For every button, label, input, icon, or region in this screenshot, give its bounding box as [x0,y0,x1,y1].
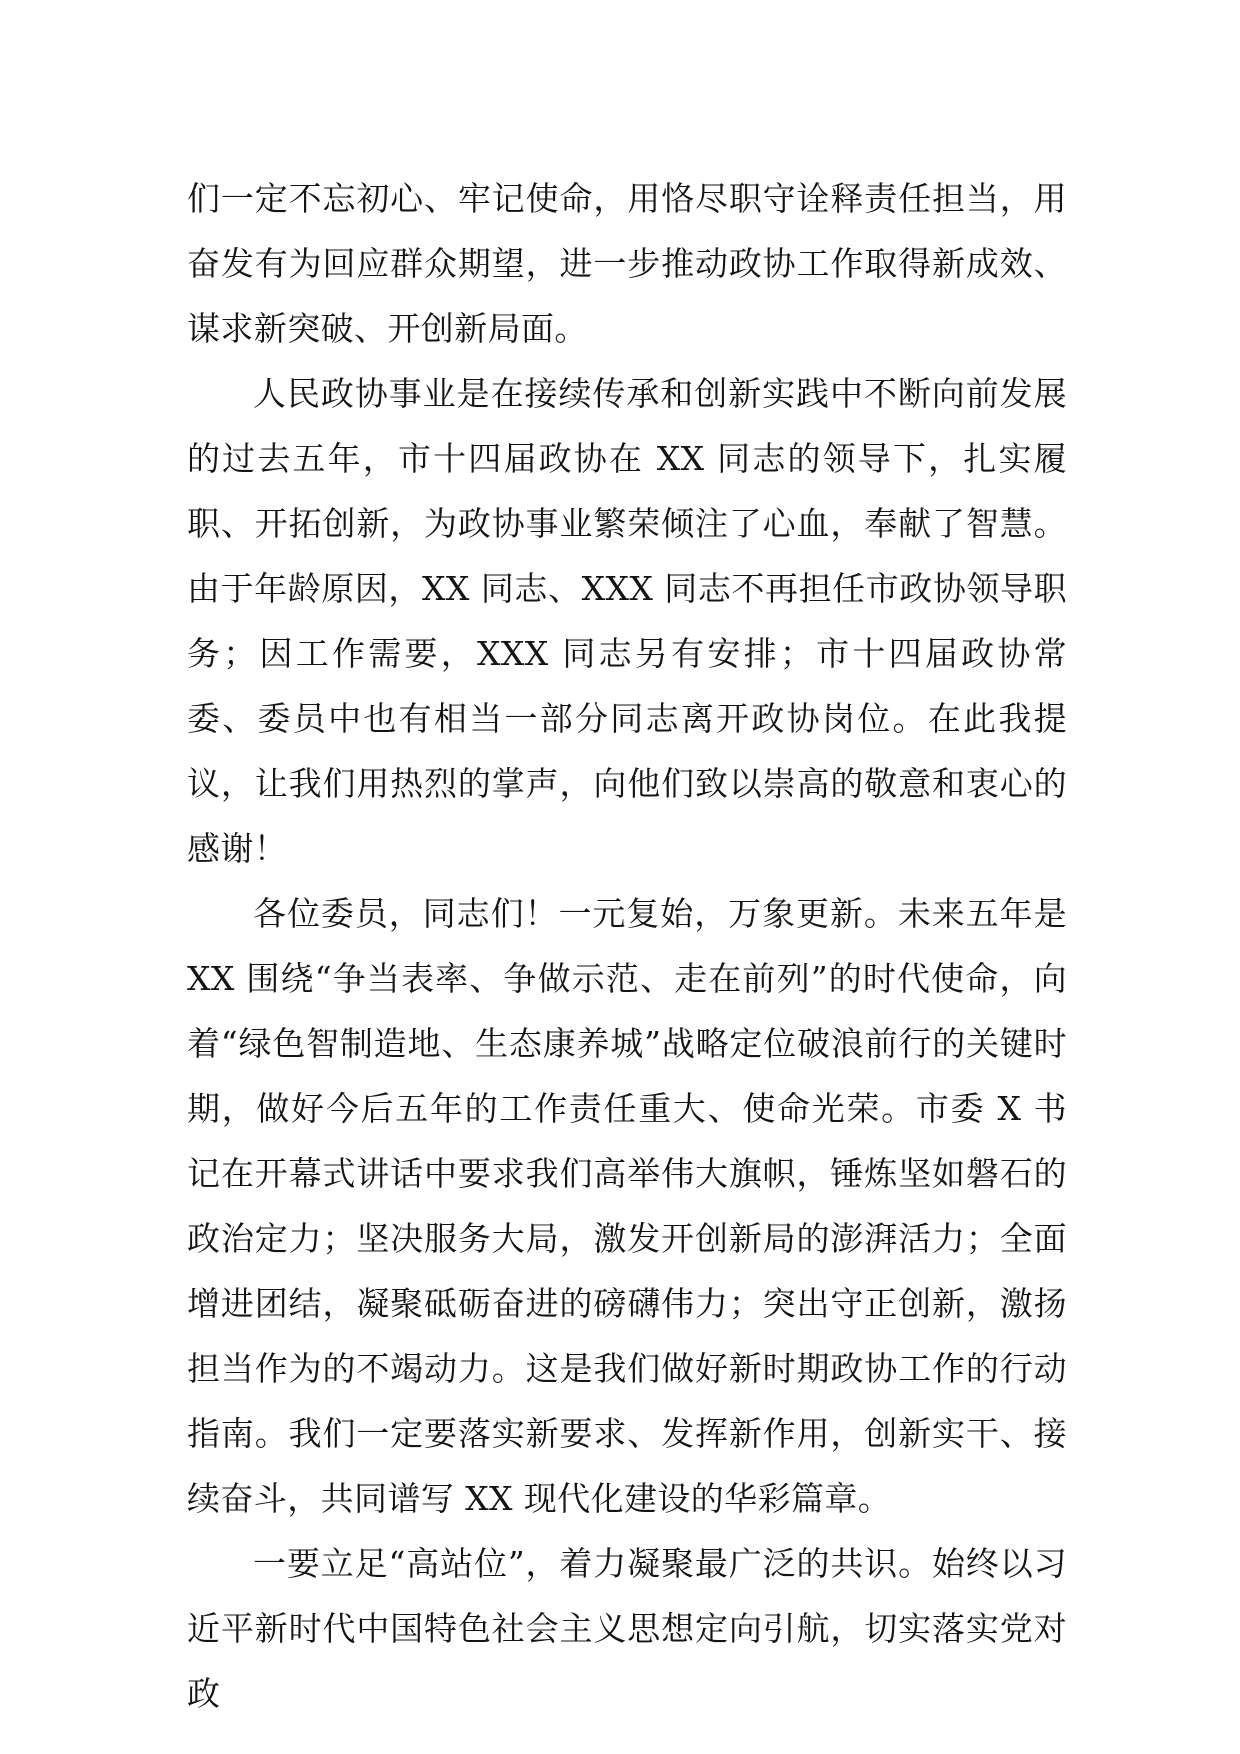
paragraph-1: 们一定不忘初心、牢记使命，用恪尽职守诠释责任担当，用奋发有为回应群众期望，进一步推动政协工作取得新成效、谋求新突破、开创新局面。 [187,179,1067,348]
paragraph-4: 一要立足“高站位”，着力凝聚最广泛的共识。始终以习近平新时代中国特色社会主义思想定向引航，切实落实党对政 [187,1544,1067,1713]
paragraph-2: 人民政协事业是在接续传承和创新实践中不断向前发展的过去五年，市十四届政协在 XX 同志的领导下，扎实履职、开拓创新，为政协事业繁荣倾注了心血，奉献了智慧。由于年龄原因，XX 同志、XXX 同志不再担任市政协领导职务；因工作需要，XXX 同志另有安排；市十四届政协常委、委员中也有相当一部分同志离开政协岗位。在此我提议，让我们用热烈的掌声，向他们致以崇高的敬意和衷心的感谢！ [187,374,1068,868]
paragraph-3: 各位委员，同志们！一元复始，万象更新。未来五年是 XX 围绕“争当表率、争做示范、走在前列”的时代使命，向着“绿色智制造地、生态康养城”战略定位破浪前行的关键时期，做好今后五年的工作责任重大、使命光荣。市委 X 书记在开幕式讲话中要求我们高举伟大旗帜，锤炼坚如磐石的政治定力；坚决服务大局，激发开创新局的澎湃活力；全面增进团结，凝聚砥砺奋进的磅礴伟力；突出守正创新，激扬担当作为的不竭动力。这是我们做好新时期政协工作的行动指南。我们一定要落实新要求、发挥新作用，创新实干、接续奋斗，共同谱写 XX 现代化建设的华彩篇章。 [187,894,1067,1518]
document-page [187,166,1067,1726]
